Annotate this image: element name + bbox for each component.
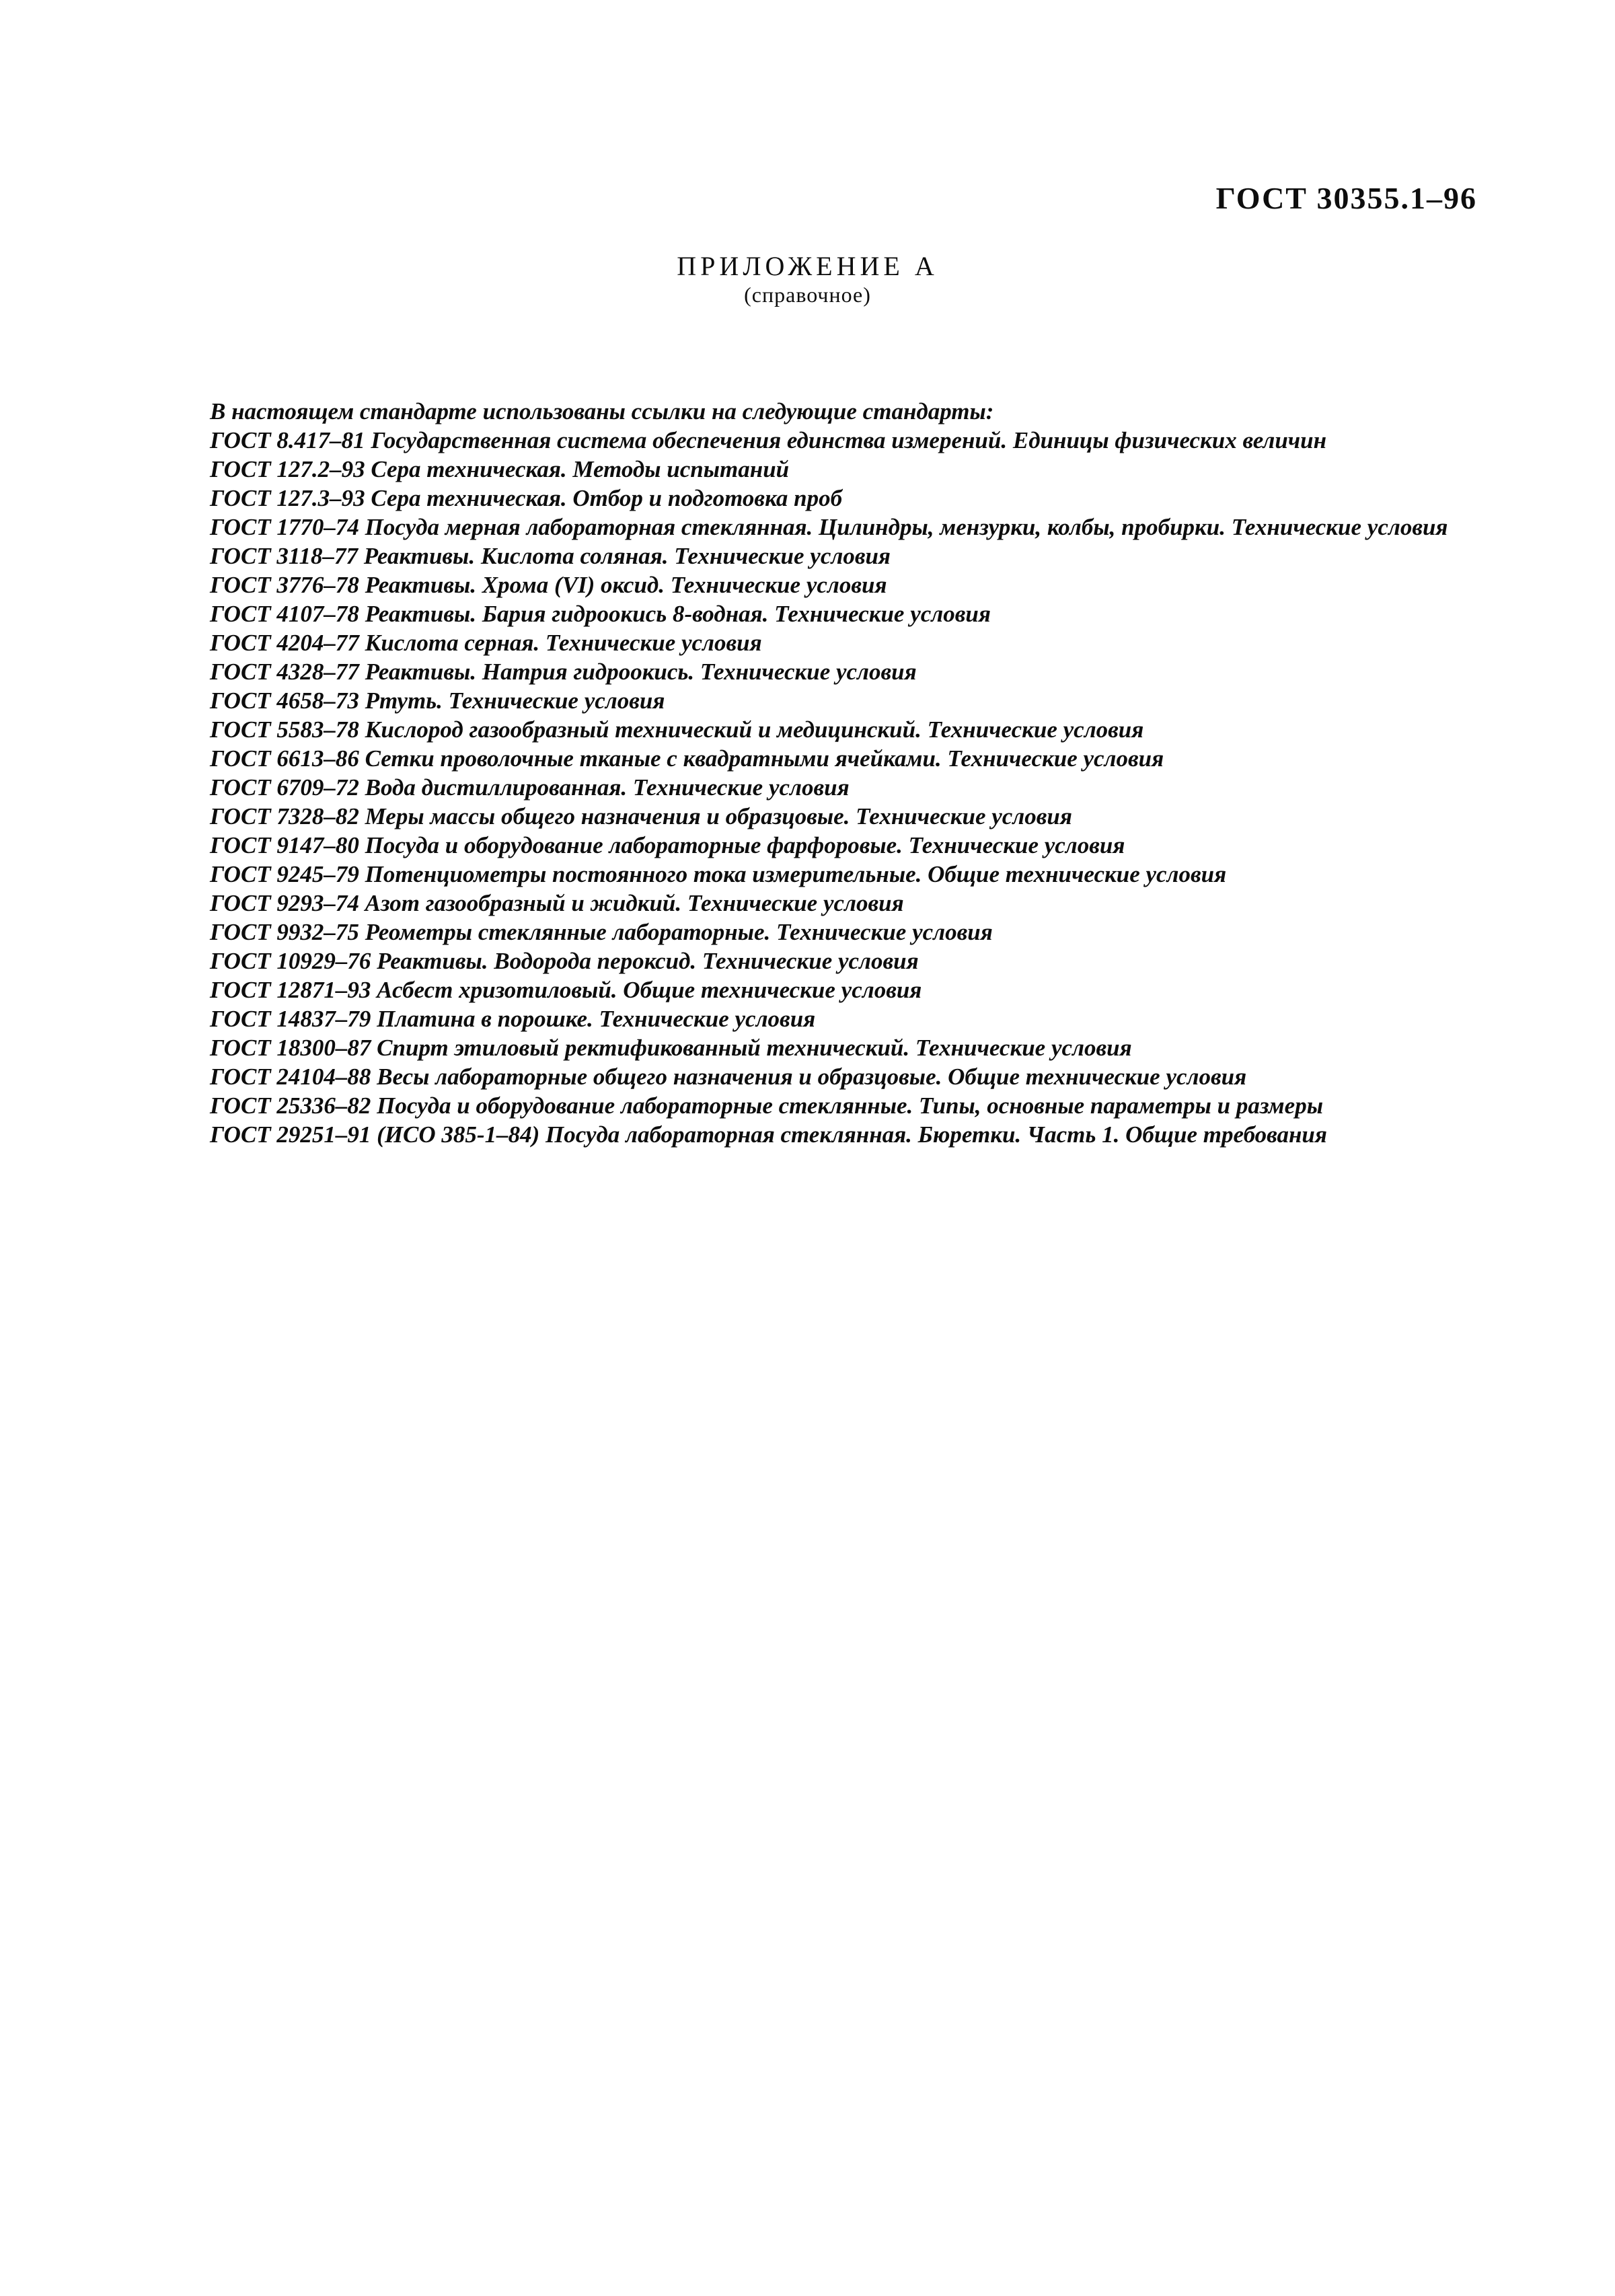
reference-item: ГОСТ 7328–82 Меры массы общего назначения и образцовые. Технические условия (210, 803, 1072, 829)
document-code: ГОСТ 30355.1–96 (1215, 181, 1477, 215)
reference-item: ГОСТ 29251–91 (ИСО 385-1–84) Посуда лабораторная стеклянная. Бюретки. Часть 1. Общие требования (210, 1121, 1327, 1148)
reference-item: ГОСТ 3118–77 Реактивы. Кислота соляная. Технические условия (210, 543, 891, 569)
reference-item: ГОСТ 25336–82 Посуда и оборудование лабораторные стеклянные. Типы, основные параметры и размеры (210, 1093, 1323, 1119)
reference-item: ГОСТ 5583–78 Кислород газообразный технический и медицинский. Технические условия (210, 716, 1144, 743)
reference-item: ГОСТ 14837–79 Платина в порошке. Технические условия (210, 1006, 816, 1032)
reference-item: ГОСТ 9147–80 Посуда и оборудование лабораторные фарфоровые. Технические условия (210, 832, 1125, 858)
reference-item: ГОСТ 6709–72 Вода дистиллированная. Технические условия (210, 774, 850, 801)
reference-item: ГОСТ 4658–73 Ртуть. Технические условия (210, 688, 665, 714)
reference-item: ГОСТ 4204–77 Кислота серная. Технические условия (210, 630, 762, 656)
reference-item: ГОСТ 3776–78 Реактивы. Хрома (VI) оксид. Технические условия (210, 572, 887, 598)
reference-item: ГОСТ 9293–74 Азот газообразный и жидкий. Технические условия (210, 890, 904, 916)
reference-item: ГОСТ 12871–93 Асбест хризотиловый. Общие технические условия (210, 977, 922, 1003)
reference-item: ГОСТ 9932–75 Реометры стеклянные лабораторные. Технические условия (210, 919, 993, 945)
reference-item: ГОСТ 18300–87 Спирт этиловый ректификованный технический. Технические условия (210, 1035, 1132, 1061)
reference-item: ГОСТ 127.2–93 Сера техническая. Методы испытаний (210, 456, 790, 482)
reference-item: ГОСТ 10929–76 Реактивы. Водорода пероксид. Технические условия (210, 948, 919, 974)
reference-item: ГОСТ 4107–78 Реактивы. Бария гидроокись 8-водная. Технические условия (210, 601, 991, 627)
references-block (135, 397, 1487, 1149)
reference-item: ГОСТ 4328–77 Реактивы. Натрия гидроокись. Технические условия (210, 659, 917, 685)
appendix-title: ПРИЛОЖЕНИЕ А (677, 251, 938, 281)
intro-paragraph: В настоящем стандарте использованы ссылки на следующие стандарты: (210, 398, 994, 424)
reference-item: ГОСТ 6613–86 Сетки проволочные тканые с квадратными ячейками. Технические условия (210, 745, 1164, 772)
reference-item: ГОСТ 1770–74 Посуда мерная лабораторная стеклянная. Цилиндры, мензурки, колбы, пробирки. Технические условия (210, 514, 1448, 540)
reference-item: ГОСТ 8.417–81 Государственная система обеспечения единства измерений. Единицы физических величин (210, 427, 1327, 453)
reference-item: ГОСТ 24104–88 Весы лабораторные общего назначения и образцовые. Общие технические условия (210, 1064, 1247, 1090)
reference-item: ГОСТ 127.3–93 Сера техническая. Отбор и подготовка проб (210, 485, 843, 511)
appendix-subtitle: (справочное) (744, 283, 871, 307)
reference-item: ГОСТ 9245–79 Потенциометры постоянного тока измерительные. Общие технические условия (210, 861, 1227, 887)
